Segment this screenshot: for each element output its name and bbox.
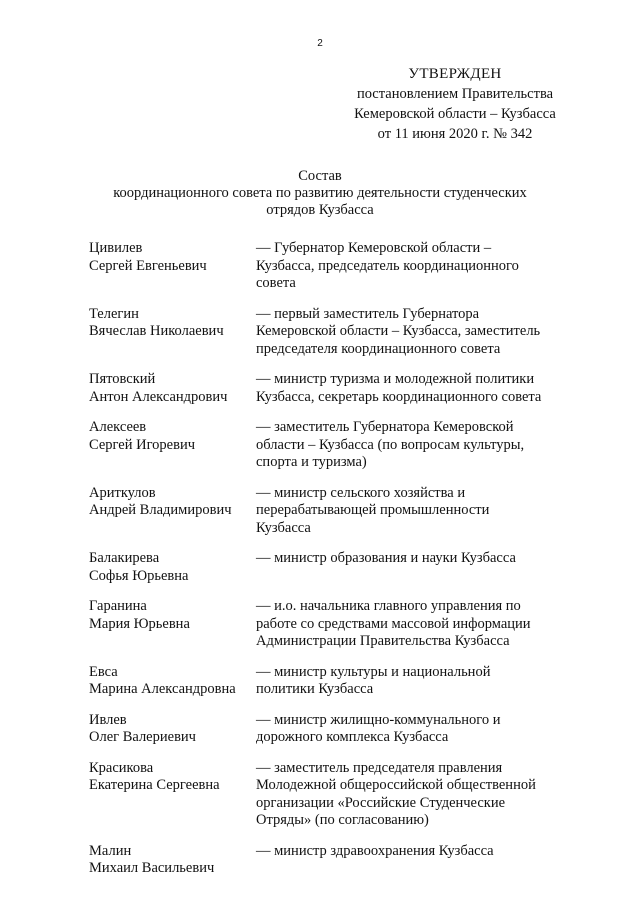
member-row — [89, 598, 589, 651]
member-name-line: Пятовский — [89, 371, 156, 387]
member-name — [89, 419, 256, 472]
member-row — [89, 485, 589, 538]
member-role-line: политики Кузбасса — [256, 681, 374, 697]
member-role-line: — первый заместитель Губернатора — [256, 305, 480, 322]
page-number: 2 — [317, 38, 323, 49]
member-role — [256, 760, 574, 830]
member-role-line: — заместитель председателя правления — [256, 759, 503, 776]
member-name-line: Антон Александрович — [89, 388, 228, 405]
member-role-line: — министр сельского хозяйства и — [256, 484, 466, 501]
member-role-line: Кузбасса, председатель координационного — [256, 257, 519, 274]
member-role-line: — министр образования и науки Кузбасса — [256, 550, 516, 566]
member-role-line: — министр жилищно-коммунального и — [256, 711, 501, 728]
member-name-line: Малин — [89, 842, 132, 859]
member-name-line: Ивлев — [89, 711, 127, 728]
member-role — [256, 240, 574, 293]
member-row — [89, 306, 589, 359]
member-role-line: Кузбасса — [256, 519, 311, 536]
member-row — [89, 664, 589, 699]
approval-line: от 11 июня 2020 г. № 342 — [377, 126, 533, 142]
member-role-line: Кемеровской области – Кузбасса, заместитель — [256, 323, 541, 339]
member-name — [89, 712, 256, 747]
member-name — [89, 760, 256, 830]
member-name-line: Ариткулов — [89, 484, 156, 501]
member-role — [256, 485, 574, 538]
member-role-line: работе со средствами массовой информации — [256, 615, 531, 632]
member-role — [256, 843, 574, 878]
member-row — [89, 712, 589, 747]
document-heading — [60, 168, 580, 219]
member-role — [256, 598, 574, 651]
member-role-line: спорта и туризма) — [256, 454, 367, 470]
member-role-line: области – Кузбасса (по вопросам культуры, — [256, 436, 525, 453]
member-name-line: Телегин — [89, 305, 139, 322]
member-name-line: Алексеев — [89, 419, 147, 435]
member-role — [256, 419, 574, 472]
heading-title: Состав — [298, 168, 342, 184]
member-row — [89, 843, 589, 878]
member-role — [256, 306, 574, 359]
member-name-line: Марина Александровна — [89, 681, 236, 697]
member-name-line: Гаранина — [89, 598, 147, 614]
member-name — [89, 485, 256, 538]
member-role-line: — министр туризма и молодежной политики — [256, 371, 535, 387]
member-name-line: Евса — [89, 663, 118, 680]
member-role-line: председателя координационного совета — [256, 340, 501, 357]
heading-line: координационного совета по развитию деятельности студенческих — [113, 185, 527, 201]
member-row — [89, 550, 589, 585]
member-name — [89, 843, 256, 878]
member-name-line: Софья Юрьевна — [89, 567, 189, 584]
member-name — [89, 664, 256, 699]
member-name-line: Балакирева — [89, 550, 160, 566]
member-role — [256, 550, 574, 585]
member-role-line: — и.о. начальника главного управления по — [256, 598, 521, 614]
approval-line: Кемеровской области – Кузбасса — [354, 106, 556, 122]
member-role-line: организации «Российские Студенческие — [256, 794, 506, 811]
member-name-line: Михаил Васильевич — [89, 860, 215, 876]
member-role-line: Администрации Правительства Кузбасса — [256, 633, 510, 649]
member-name — [89, 240, 256, 293]
member-row — [89, 760, 589, 830]
member-name-line: Андрей Владимирович — [89, 502, 232, 518]
member-role — [256, 664, 574, 699]
approval-line: постановлением Правительства — [356, 86, 554, 102]
member-role — [256, 371, 574, 406]
member-role-line: дорожного комплекса Кузбасса — [256, 729, 449, 745]
member-name-line: Мария Юрьевна — [89, 615, 190, 632]
member-role-line: Молодежной общероссийской общественной — [256, 777, 536, 793]
member-name — [89, 306, 256, 359]
member-name-line: Сергей Евгеньевич — [89, 257, 207, 274]
member-row — [89, 240, 589, 293]
member-role-line: — Губернатор Кемеровской области – — [256, 240, 492, 256]
member-role — [256, 712, 574, 747]
member-row — [89, 419, 589, 472]
member-role-line: Кузбасса, секретарь координационного совета — [256, 388, 542, 405]
member-name-line: Сергей Игоревич — [89, 436, 196, 453]
member-name-line: Екатерина Сергеевна — [89, 777, 220, 793]
member-row — [89, 371, 589, 406]
member-name-line: Цивилев — [89, 240, 143, 256]
member-name — [89, 371, 256, 406]
member-name — [89, 598, 256, 651]
member-role-line: — министр культуры и национальной — [256, 663, 491, 680]
member-role-line: перерабатывающей промышленности — [256, 502, 490, 518]
heading-line: отрядов Кузбасса — [266, 202, 374, 218]
member-name-line: Красикова — [89, 759, 154, 776]
member-role-line: совета — [256, 275, 296, 291]
member-name-line: Вячеслав Николаевич — [89, 323, 224, 339]
members-list — [89, 240, 589, 878]
member-name-line: Олег Валериевич — [89, 729, 196, 745]
member-role-line: — заместитель Губернатора Кемеровской — [256, 419, 514, 435]
approval-head: УТВЕРЖДЕН — [408, 66, 502, 82]
member-name — [89, 550, 256, 585]
member-role-line: Отряды» (по согласованию) — [256, 812, 429, 828]
member-role-line: — министр здравоохранения Кузбасса — [256, 842, 494, 859]
approval-block — [330, 64, 580, 144]
